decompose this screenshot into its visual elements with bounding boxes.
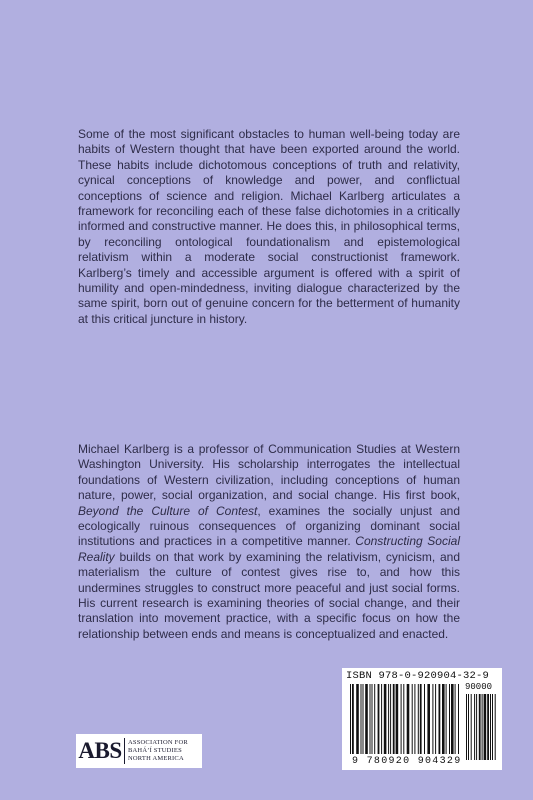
barcode-bar <box>374 684 375 754</box>
main-barcode <box>350 684 459 754</box>
barcode-bar <box>451 684 454 754</box>
barcode-bar <box>449 684 450 754</box>
barcode-bar <box>393 684 395 754</box>
logo-line-1: ASSOCIATION FOR <box>128 739 188 746</box>
barcode-bar <box>446 684 447 754</box>
barcode-bar <box>378 684 380 754</box>
barcode-bar <box>384 684 387 754</box>
barcode-bar <box>420 684 422 754</box>
barcode-bar <box>476 694 477 760</box>
barcode-bar <box>474 694 475 760</box>
barcode-bar <box>352 684 354 754</box>
barcode-bar <box>482 694 483 760</box>
barcode-bar <box>363 684 364 754</box>
author-bio-text-2: , examines the socially unjust and ecologically ruinous consequences of organizing dominant social institutions and practices in a competitive manner. <box>78 503 460 549</box>
author-bio-text-3: builds on that work by examining the relativism, cynicism, and materialism the culture of contest gives rise to, and how this undermines struggles to construct more peaceful and just social forms. His current research is examining theories of social change, and their translation into movement practice, with a specific focus on how the relationship between ends and means is conceptualized and enacted. <box>78 549 460 641</box>
publisher-logo <box>76 734 202 768</box>
logo-line-2: BAHÁ’Í STUDIES <box>128 747 182 754</box>
barcode-bar <box>350 684 351 754</box>
logo-text <box>128 739 188 763</box>
barcode-bar <box>390 684 391 754</box>
barcode-bar <box>439 684 441 754</box>
barcode-bar <box>403 684 404 754</box>
barcode-bar <box>466 694 467 760</box>
barcode-bar <box>361 684 362 754</box>
isbn-barcode <box>342 668 502 770</box>
barcode-bar <box>455 684 456 754</box>
barcode-bar <box>381 684 382 754</box>
author-bio <box>78 442 460 642</box>
barcode-bar <box>432 684 433 754</box>
barcode-bar <box>424 684 425 754</box>
book-description: Some of the most significant obstacles to human well-being today are habits of Western thought that have been exported around the world. These habits include dichotomous conceptions of truth and relativity, cynical conceptions of knowledge and power, and conflictual conceptions of science and religion. Michael Karlberg articulates a framework for reconciling each of these false dichotomies in a critically informed and constructive manner. He does this, in philosophical terms, by reconciling ontological foundationalism and epistemological relativism within a moderate social constructionist framework. Karlberg’s timely and accessible argument is offered with a spirit of humility and open-mindedness, inviting dialogue characterized by the same spirit, born out of genuine concern for the betterment of humanity at this critical juncture in history. <box>78 127 460 326</box>
barcode-bar <box>418 684 419 754</box>
logo-abbreviation: ABS <box>78 738 122 763</box>
barcode-bar <box>427 684 430 754</box>
barcode-bar <box>492 694 493 760</box>
barcode-bar <box>356 684 359 754</box>
barcode-bar <box>442 684 445 754</box>
barcode-bar <box>388 684 389 754</box>
barcode-bar <box>484 694 487 760</box>
logo-divider <box>124 738 125 764</box>
barcode-bar <box>490 694 491 760</box>
logo-line-3: NORTH AMERICA <box>128 755 184 762</box>
barcode-bar <box>471 694 472 760</box>
author-bio-text-1: Michael Karlberg is a professor of Communication Studies at Western Washington University. His scholarship interrogates the intellectual foundations of Western civilization, including conceptions of human nature, power, social organization, and social change. His first book, <box>78 442 460 503</box>
barcode-bar <box>458 684 459 754</box>
barcode-bar <box>401 684 402 754</box>
barcode-bar <box>372 684 373 754</box>
barcode-bar <box>487 694 489 760</box>
price-barcode <box>466 694 496 760</box>
barcode-bar <box>370 684 371 754</box>
barcode-bar <box>479 694 481 760</box>
barcode-bar <box>412 684 413 754</box>
barcode-bar <box>396 684 399 754</box>
barcode-bar <box>468 694 469 760</box>
book-title-2: Constructing Social Reality <box>78 534 460 564</box>
price-code: 90000 <box>465 682 493 692</box>
barcode-bar <box>407 684 410 754</box>
isbn-digits: 9 780920 904329 <box>352 756 462 767</box>
barcode-bar <box>365 684 368 754</box>
barcode-bar <box>414 684 415 754</box>
barcode-bar <box>435 684 436 754</box>
barcode-bar <box>495 694 496 760</box>
isbn-label: ISBN 978-0-920904-32-9 <box>346 670 490 682</box>
book-title-1: Beyond the Culture of Contest <box>78 503 258 518</box>
